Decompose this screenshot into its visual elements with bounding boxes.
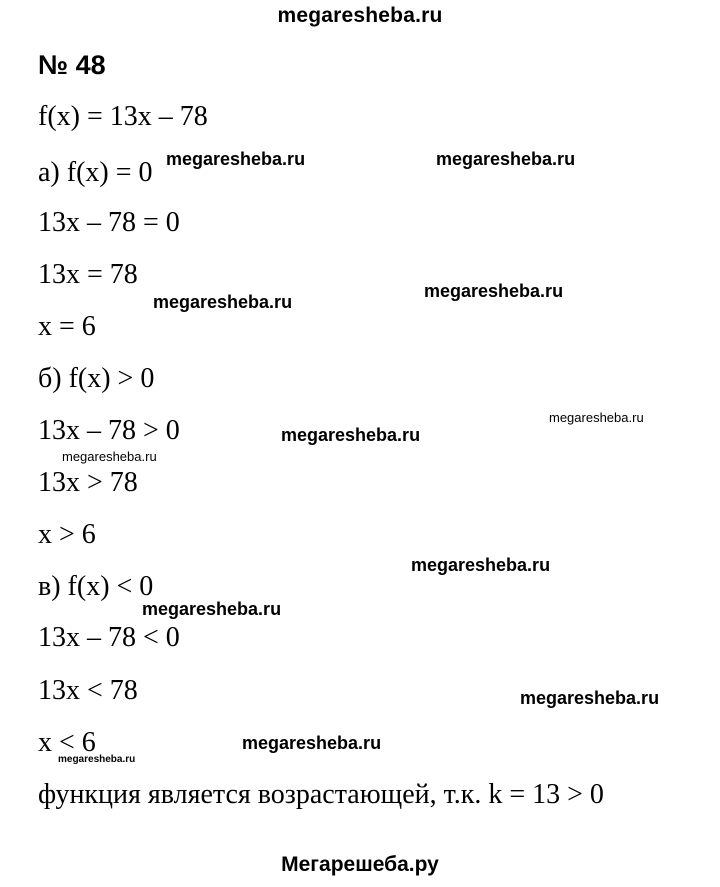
part-b-condition: б) f(x) > 0 <box>38 363 155 394</box>
watermark: megaresheba.ru <box>142 599 282 619</box>
site-header: megaresheba.ru <box>277 4 443 27</box>
watermark: megaresheba.ru <box>242 733 382 753</box>
part-b-step-1: 13x – 78 > 0 <box>38 415 180 446</box>
watermark: megaresheba.ru <box>62 449 157 464</box>
watermark: megaresheba.ru <box>520 688 660 708</box>
site-footer: Мегарешеба.ру <box>281 853 439 876</box>
watermark: megaresheba.ru <box>549 410 644 425</box>
part-a-condition: а) f(x) = 0 <box>38 157 153 188</box>
part-a-step-2: 13x = 78 <box>38 259 138 290</box>
conclusion: функция является возрастающей, т.к. k = 13 > 0 <box>38 779 604 810</box>
watermark: megaresheba.ru <box>436 149 576 169</box>
part-v-condition: в) f(x) < 0 <box>38 571 154 602</box>
watermark: megaresheba.ru <box>281 425 421 445</box>
part-v-answer: x < 6 <box>38 727 96 758</box>
part-a-answer: x = 6 <box>38 311 96 342</box>
part-b-step-2: 13x > 78 <box>38 467 138 498</box>
problem-number: № 48 <box>38 50 106 80</box>
part-b-answer: x > 6 <box>38 519 96 550</box>
part-v-step-1: 13x – 78 < 0 <box>38 622 180 653</box>
function-definition: f(x) = 13x – 78 <box>38 101 208 132</box>
part-v-step-2: 13x < 78 <box>38 675 138 706</box>
watermark: megaresheba.ru <box>58 754 136 765</box>
watermark: megaresheba.ru <box>153 292 293 312</box>
watermark: megaresheba.ru <box>166 149 306 169</box>
part-a-step-1: 13x – 78 = 0 <box>38 207 180 238</box>
watermark: megaresheba.ru <box>411 555 551 575</box>
watermark: megaresheba.ru <box>424 281 564 301</box>
